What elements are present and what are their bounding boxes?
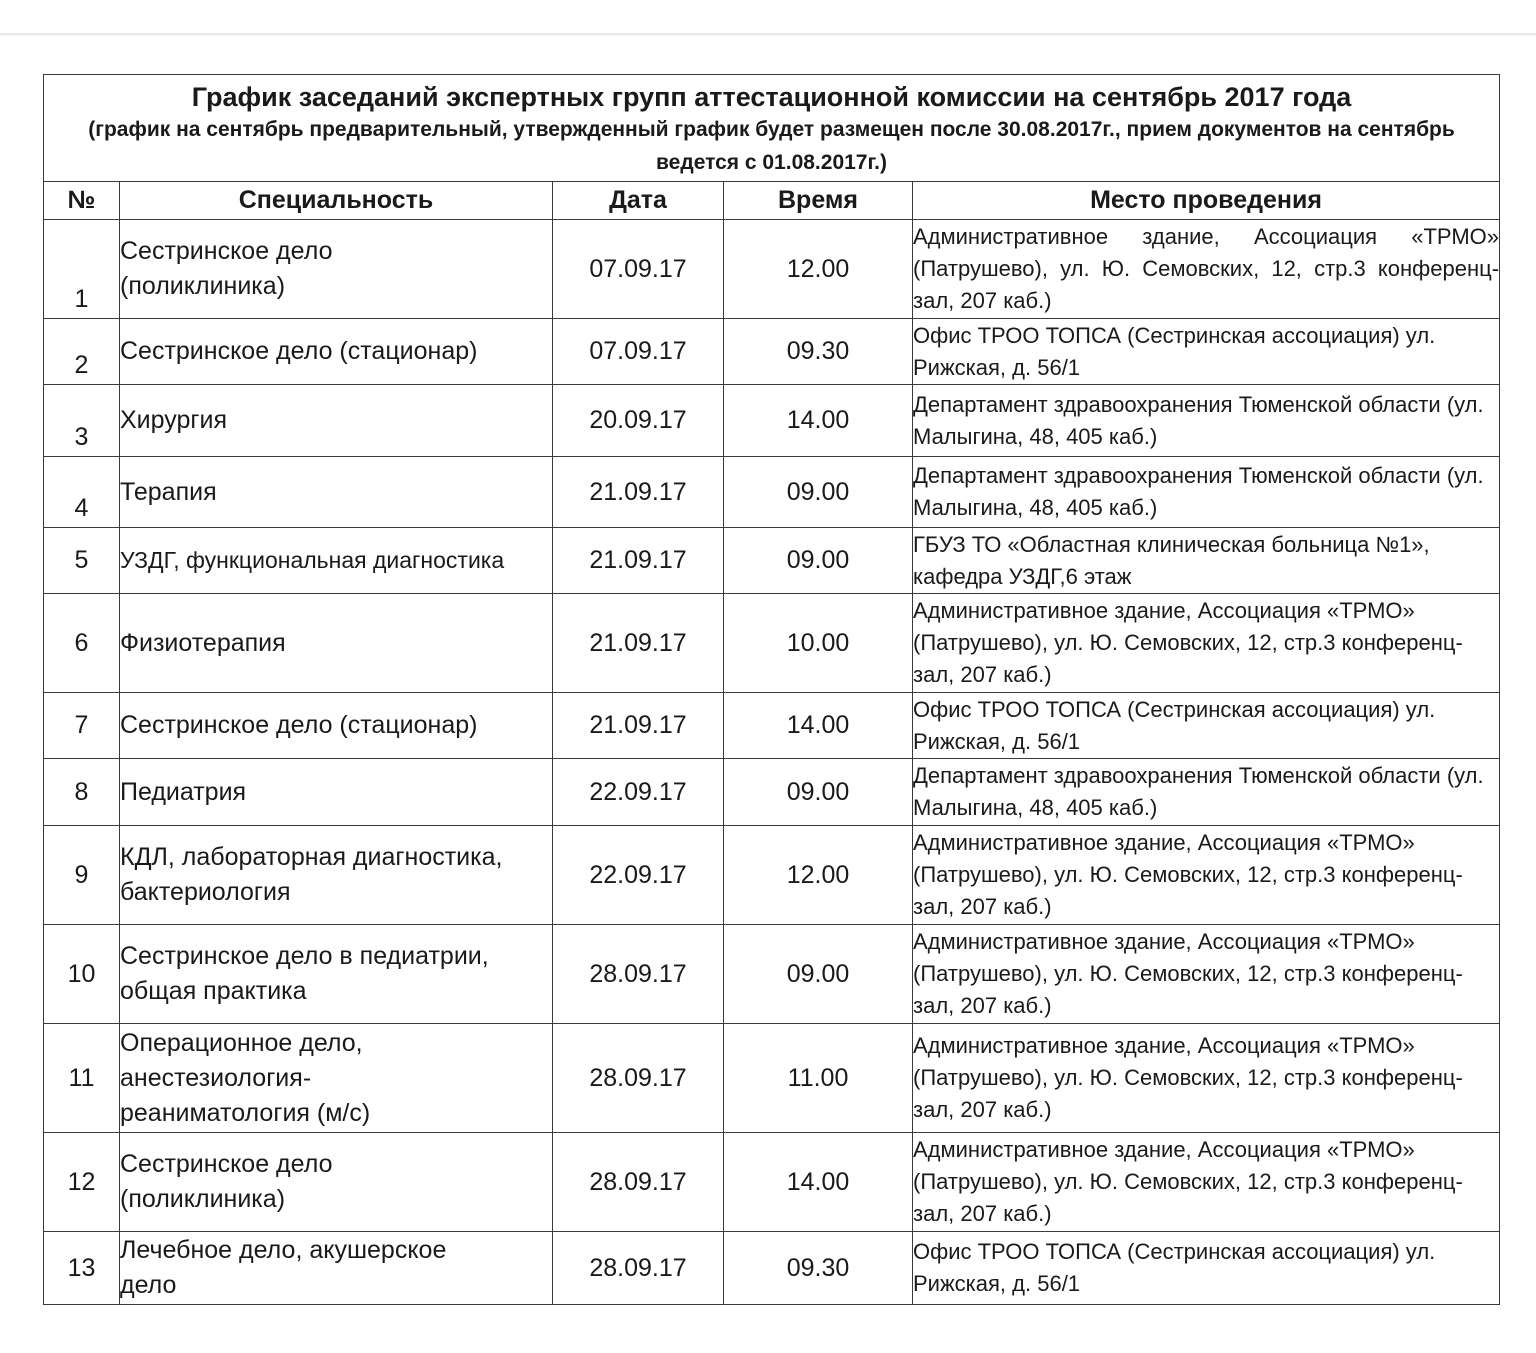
- row-place: Административное здание, Ассоциация «ТРМО» (Патрушево), ул. Ю. Семовских, 12, стр.3 конференц-зал, 207 каб.): [913, 925, 1500, 1024]
- row-specialty: Сестринское дело (поликлиника): [120, 1133, 553, 1232]
- schedule-table: [43, 74, 1500, 1305]
- row-time: 12.00: [724, 220, 913, 319]
- row-specialty: Педиатрия: [120, 759, 553, 826]
- row-place: Административное здание, Ассоциация «ТРМО» (Патрушево), ул. Ю. Семовских, 12, стр.3 конференц-зал, 207 каб.): [913, 594, 1500, 693]
- header-place: Место проведения: [913, 182, 1500, 220]
- row-time: 11.00: [724, 1024, 913, 1133]
- table-row: [44, 1024, 1500, 1133]
- row-time: 12.00: [724, 826, 913, 925]
- row-num: 10: [44, 925, 120, 1024]
- table-row: [44, 826, 1500, 925]
- row-specialty: Лечебное дело, акушерское дело: [120, 1232, 553, 1305]
- row-date: 28.09.17: [553, 1232, 724, 1305]
- row-time: 09.00: [724, 925, 913, 1024]
- row-num: 7: [44, 693, 120, 759]
- row-time: 09.30: [724, 1232, 913, 1305]
- row-place: Департамент здравоохранения Тюменской области (ул. Малыгина, 48, 405 каб.): [913, 759, 1500, 826]
- row-time: 09.00: [724, 759, 913, 826]
- row-time: 09.00: [724, 457, 913, 528]
- row-date: 07.09.17: [553, 220, 724, 319]
- row-specialty: Сестринское дело (стационар): [120, 319, 553, 385]
- row-num: 8: [44, 759, 120, 826]
- row-num: 11: [44, 1024, 120, 1133]
- header-row: [44, 182, 1500, 220]
- title-row: [44, 75, 1500, 182]
- row-place: Офис ТРОО ТОПСА (Сестринская ассоциация) ул. Рижская, д. 56/1: [913, 319, 1500, 385]
- row-date: 21.09.17: [553, 693, 724, 759]
- header-specialty: Специальность: [120, 182, 553, 220]
- row-num: 2: [44, 319, 120, 385]
- row-date: 22.09.17: [553, 759, 724, 826]
- row-place: Офис ТРОО ТОПСА (Сестринская ассоциация) ул. Рижская, д. 56/1: [913, 693, 1500, 759]
- row-time: 14.00: [724, 693, 913, 759]
- row-time: 10.00: [724, 594, 913, 693]
- row-date: 22.09.17: [553, 826, 724, 925]
- row-date: 28.09.17: [553, 1024, 724, 1133]
- row-place: ГБУЗ ТО «Областная клиническая больница №1», кафедра УЗДГ,6 этаж: [913, 528, 1500, 594]
- row-date: 20.09.17: [553, 385, 724, 457]
- row-date: 21.09.17: [553, 594, 724, 693]
- row-place: Департамент здравоохранения Тюменской области (ул. Малыгина, 48, 405 каб.): [913, 457, 1500, 528]
- row-time: 14.00: [724, 1133, 913, 1232]
- row-time: 09.30: [724, 319, 913, 385]
- row-num: 6: [44, 594, 120, 693]
- table-row: [44, 220, 1500, 319]
- table-row: [44, 925, 1500, 1024]
- table-row: [44, 319, 1500, 385]
- row-num: 1: [44, 220, 120, 319]
- table-row: [44, 1133, 1500, 1232]
- row-place: Административное здание, Ассоциация «ТРМО» (Патрушево), ул. Ю. Семовских, 12, стр.3 конференц-зал, 207 каб.): [913, 1024, 1500, 1133]
- row-num: 13: [44, 1232, 120, 1305]
- row-specialty: Терапия: [120, 457, 553, 528]
- row-place: Административное здание, Ассоциация «ТРМО» (Патрушево), ул. Ю. Семовских, 12, стр.3 конференц-зал, 207 каб.): [913, 220, 1500, 319]
- row-place: Офис ТРОО ТОПСА (Сестринская ассоциация) ул. Рижская, д. 56/1: [913, 1232, 1500, 1305]
- row-date: 28.09.17: [553, 925, 724, 1024]
- row-specialty: КДЛ, лабораторная диагностика, бактериология: [120, 826, 553, 925]
- header-time: Время: [724, 182, 913, 220]
- row-time: 09.00: [724, 528, 913, 594]
- row-place: Административное здание, Ассоциация «ТРМО» (Патрушево), ул. Ю. Семовских, 12, стр.3 конференц-зал, 207 каб.): [913, 826, 1500, 925]
- table-row: [44, 528, 1500, 594]
- header-date: Дата: [553, 182, 724, 220]
- top-divider: [0, 33, 1536, 36]
- row-place: Департамент здравоохранения Тюменской области (ул. Малыгина, 48, 405 каб.): [913, 385, 1500, 457]
- page-subtitle: (график на сентябрь предварительный, утвержденный график будет размещен после 30.08.2017г., прием документов на сентябрь ведется с 01.08.2017г.): [88, 118, 1455, 174]
- row-specialty: Хирургия: [120, 385, 553, 457]
- table-row: [44, 693, 1500, 759]
- row-num: 3: [44, 385, 120, 457]
- row-specialty: Операционное дело, анестезиология-реаниматология (м/с): [120, 1024, 553, 1133]
- header-num: №: [44, 182, 120, 220]
- row-place: Административное здание, Ассоциация «ТРМО» (Патрушево), ул. Ю. Семовских, 12, стр.3 конференц-зал, 207 каб.): [913, 1133, 1500, 1232]
- row-time: 14.00: [724, 385, 913, 457]
- table-row: [44, 1232, 1500, 1305]
- row-date: 21.09.17: [553, 528, 724, 594]
- row-date: 21.09.17: [553, 457, 724, 528]
- row-num: 4: [44, 457, 120, 528]
- row-specialty: Сестринское дело (стационар): [120, 693, 553, 759]
- title-cell: [44, 75, 1500, 182]
- table-row: [44, 385, 1500, 457]
- row-specialty: Физиотерапия: [120, 594, 553, 693]
- row-date: 07.09.17: [553, 319, 724, 385]
- page-title: График заседаний экспертных групп аттестационной комиссии на сентябрь 2017 года: [191, 82, 1352, 112]
- row-num: 5: [44, 528, 120, 594]
- row-num: 9: [44, 826, 120, 925]
- table-row: [44, 457, 1500, 528]
- table-row: [44, 759, 1500, 826]
- row-specialty: УЗДГ, функциональная диагностика: [120, 528, 553, 594]
- table-row: [44, 594, 1500, 693]
- row-specialty: Сестринское дело (поликлиника): [120, 220, 553, 319]
- row-date: 28.09.17: [553, 1133, 724, 1232]
- row-specialty: Сестринское дело в педиатрии, общая практика: [120, 925, 553, 1024]
- row-num: 12: [44, 1133, 120, 1232]
